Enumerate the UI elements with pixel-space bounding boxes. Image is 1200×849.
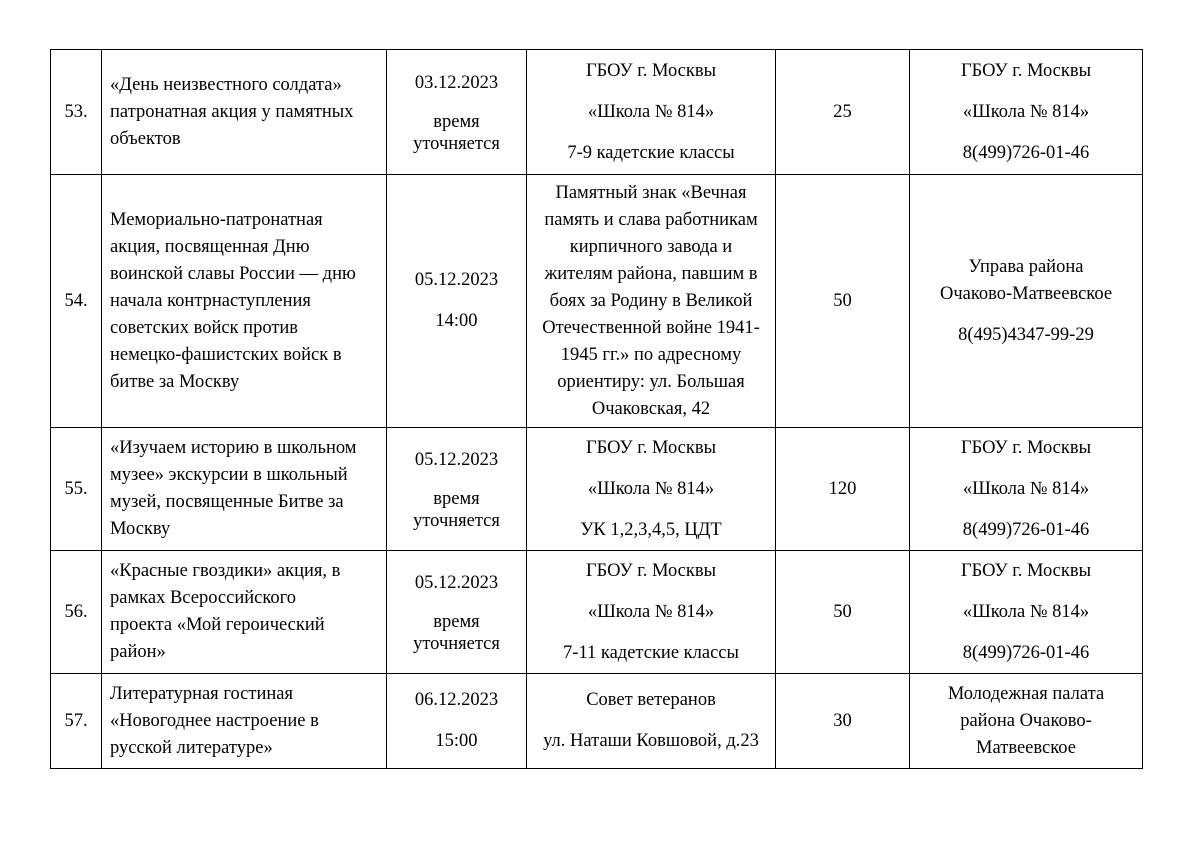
participants-count: 120 [776,428,910,551]
table-row [51,175,1143,428]
event-date: 06.12.2023 15:00 [387,674,527,769]
organizer: ГБОУ г. Москвы «Школа № 814» 8(499)726-01-46 [910,551,1143,674]
event-name: «Изучаем историю в школьном музее» экскурсии в школьный музей, посвященные Битве за Москву [102,428,387,551]
events-table [50,49,1143,769]
participants-count: 25 [776,50,910,175]
table-row [51,50,1143,175]
event-place: ГБОУ г. Москвы «Школа № 814» 7-11 кадетские классы [527,551,776,674]
organizer: Управа района Очаково-Матвеевское 8(495)4347-99-29 [910,175,1143,428]
participants-count: 50 [776,175,910,428]
table-row [51,428,1143,551]
event-name: Литературная гостиная «Новогоднее настроение в русской литературе» [102,674,387,769]
event-place: Памятный знак «Вечная память и слава работникам кирпичного завода и жителям района, павшим в боях за Родину в Великой Отечественной войне 1941- 1945 гг.» по адресному ориентиру: ул. Большая Очаковская, 42 [527,175,776,428]
organizer: Молодежная палата района Очаково- Матвеевское [910,674,1143,769]
table-row [51,551,1143,674]
row-number: 57. [51,674,102,769]
organizer: ГБОУ г. Москвы «Школа № 814» 8(499)726-01-46 [910,428,1143,551]
event-place: ГБОУ г. Москвы «Школа № 814» 7-9 кадетские классы [527,50,776,175]
event-name: Мемориально-патронатная акция, посвященная Дню воинской славы России — дню начала контрнаступления советских войск против немецко-фашистских войск в битве за Москву [102,175,387,428]
participants-count: 30 [776,674,910,769]
event-date: 03.12.2023 время уточняется [387,50,527,175]
row-number: 54. [51,175,102,428]
event-name: «День неизвестного солдата» патронатная акция у памятных объектов [102,50,387,175]
event-name: «Красные гвоздики» акция, в рамках Всероссийского проекта «Мой героический район» [102,551,387,674]
event-place: Совет ветеранов ул. Наташи Ковшовой, д.23 [527,674,776,769]
row-number: 55. [51,428,102,551]
participants-count: 50 [776,551,910,674]
event-date: 05.12.2023 14:00 [387,175,527,428]
row-number: 56. [51,551,102,674]
organizer: ГБОУ г. Москвы «Школа № 814» 8(499)726-01-46 [910,50,1143,175]
table-row [51,674,1143,769]
event-place: ГБОУ г. Москвы «Школа № 814» УК 1,2,3,4,5, ЦДТ [527,428,776,551]
event-date: 05.12.2023 время уточняется [387,551,527,674]
event-date: 05.12.2023 время уточняется [387,428,527,551]
row-number: 53. [51,50,102,175]
